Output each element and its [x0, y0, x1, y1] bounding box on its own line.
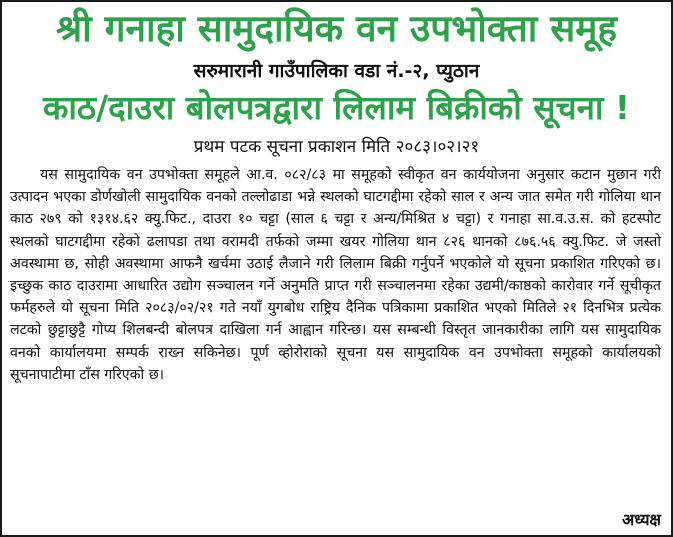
signature-chairperson: अध्यक्ष: [622, 510, 661, 529]
auction-notice-headline: काठ/दाउरा बोलपत्रद्वारा लिलाम बिक्रीको सूचना !: [43, 88, 630, 127]
publication-date-line: प्रथम पटक सूचना प्रकाशन मिति २०८३।०२।२१: [193, 137, 480, 157]
group-name-title: श्री गनाहा सामुदायिक वन उपभोक्ता समूह: [55, 7, 618, 50]
notice-body-paragraph: यस सामुदायिक वन उपभोक्ता समूहले आ.व. ०८२/८३ मा समूहको स्वीकृत वन कार्ययोजना अनुसार कटान मुछान गरी उत्पादन भएका डोर्णखोली सामुदायिक वनको तल्लोढाडा भन्ने स्थलको घाटगद्दीमा रहेको साल र अन्य जात समेत गरी गोलिया थान काठ २७९ को १३१४.६२ क्यु.फिट., दाउरा १० चट्टा (साल ६ चट्टा र अन्य/मिश्रित ४ चट्टा) र गनाहा सा.व.उ.स. को हटस्पोट स्थलको घाटगद्दीमा रहेको ढलापडा तथा वरामदी तर्फको जम्मा खयर गोलिया थान ८२६ थानको ८७६.५६ क्यु.फिट. जे जस्तो अवस्थामा छ, सोही अवस्थामा आफनै खर्चमा उठाई लैजाने गरी लिलाम बिक्री गर्नुपर्ने भएकोले यो सूचना प्रकाशित गरिएको छ। इच्छुक काठ दाउरामा आधारित उद्योग सञ्चालन गर्ने अनुमति प्राप्त गरी सञ्चालनमा रहेका उद्यमी/काष्ठको कारोवार गर्ने सूचीकृत फर्महरुले यो सूचना मिति २०८३/०२/२१ गते नयाँ युगबोध राष्ट्रिय दैनिक पत्रिकामा प्रकाशित भएको मितिले २१ दिनभित्र प्रत्येक लटको छुट्टाछुट्टै गोप्य शिलबन्दी बोलपत्र दाखिला गर्न आह्वान गरिन्छ। यस सम्बन्धी विस्तृत जानकारीका लागि यस सामुदायिक वनको कार्यालयमा सम्पर्क राख्न सकिनेछ। पूर्ण व्होरोराको सूचना यस सामुदायिक वन उपभोक्ता समूहको कार्यालयको सूचनापाटीमा टाँस गरिएको छ।: [10, 167, 661, 383]
address-subtitle: सरुमारानी गाउँपालिका वडा नं.-२, प्युठान: [193, 60, 480, 82]
